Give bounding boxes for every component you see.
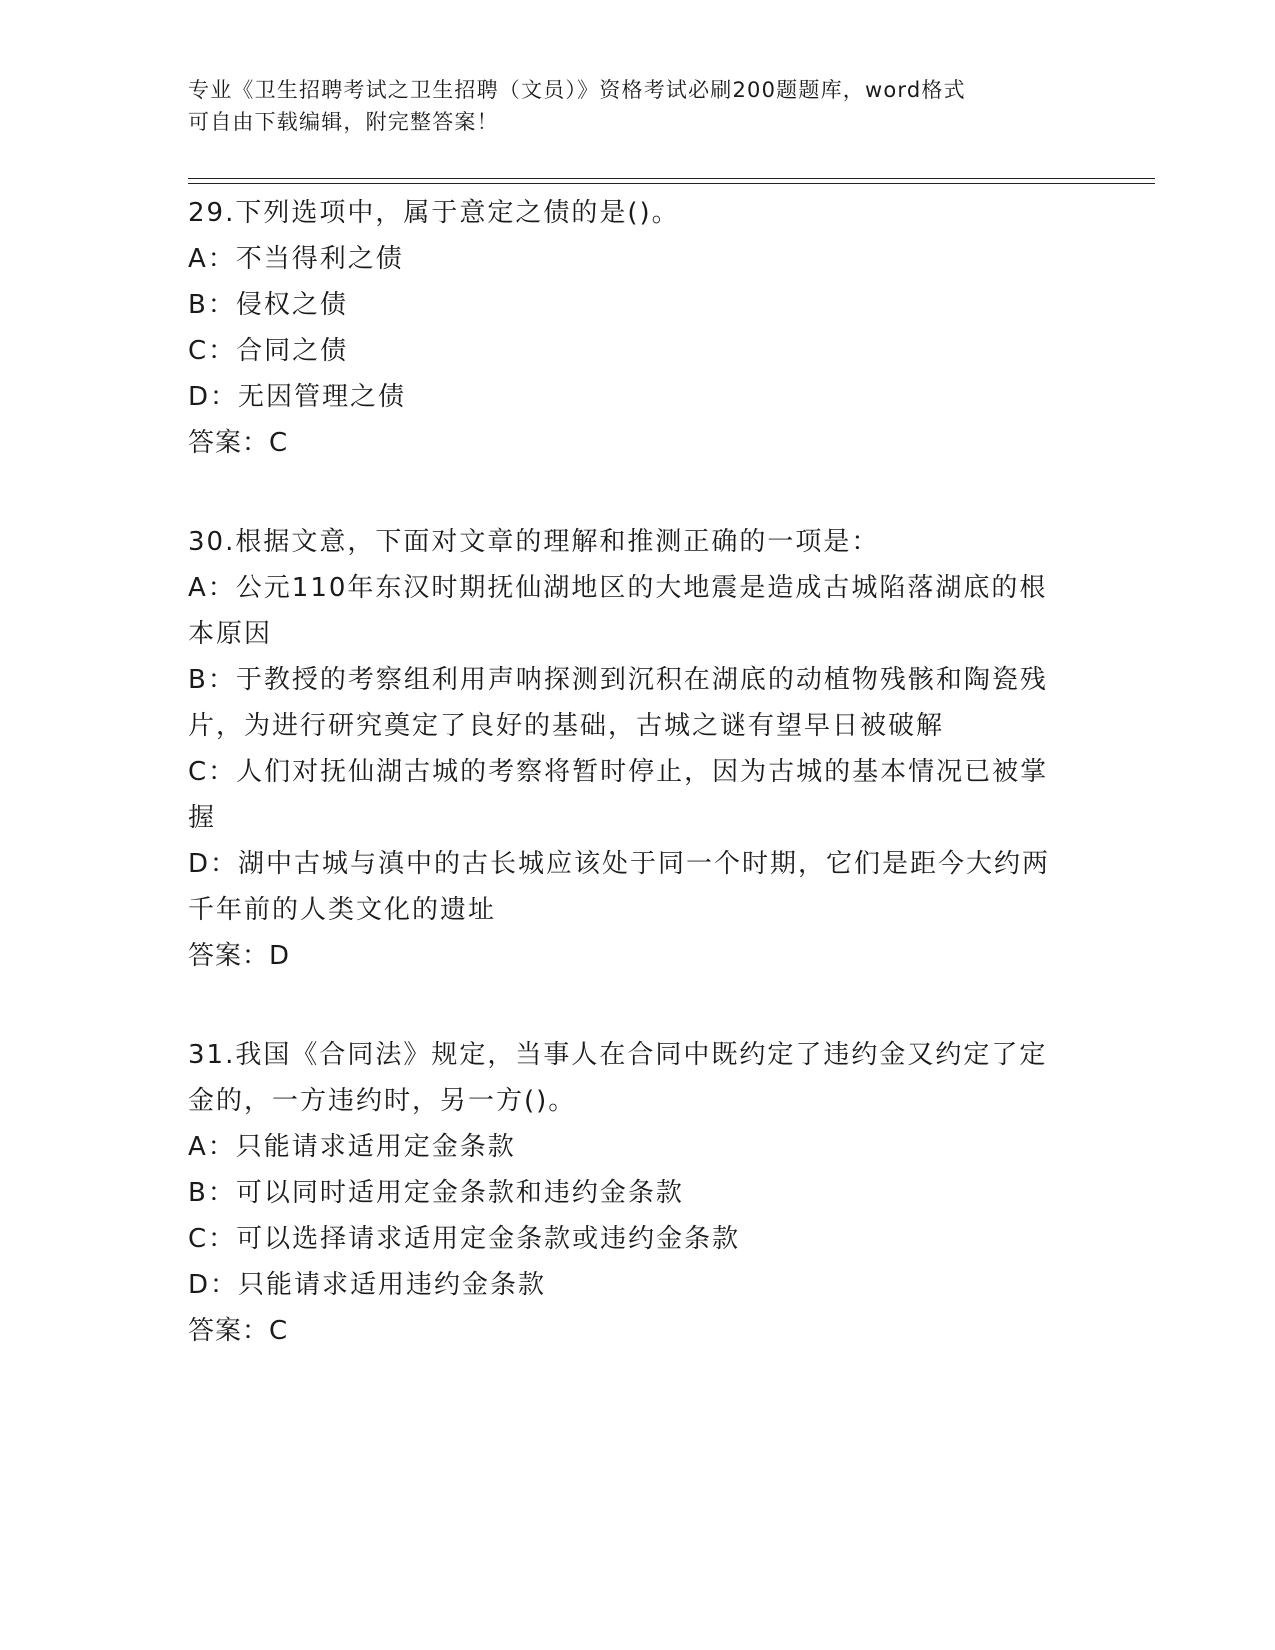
option-c-line-1: C：人们对抚仙湖古城的考察将暂时停止，因为古城的基本情况已被掌: [188, 757, 1049, 787]
option-c: [188, 749, 1078, 841]
option-b-line-1: B：于教授的考察组利用声呐探测到沉积在湖底的动植物残骸和陶瓷残: [188, 665, 1048, 695]
document-header: [188, 74, 1088, 138]
option-b: B：侵权之债: [188, 290, 348, 320]
question-stem-line-1: 31.我国《合同法》规定，当事人在合同中既约定了违约金又约定了定: [188, 1040, 1048, 1070]
header-divider-bottom: [188, 183, 1155, 184]
question-29: [188, 190, 1078, 466]
option-a-line-1: A：公元110年东汉时期抚仙湖地区的大地震是造成古城陷落湖底的根: [188, 573, 1048, 603]
option-d-line-2: 千年前的人类文化的遗址: [188, 895, 497, 925]
option-d: [188, 841, 1078, 933]
option-b-line-2: 片，为进行研究奠定了良好的基础，古城之谜有望早日被破解: [188, 711, 945, 741]
question-stem-line-2: 金的，一方违约时，另一方()。: [188, 1086, 577, 1116]
option-a-line-2: 本原因: [188, 619, 273, 649]
answer-label: 答案：D: [188, 941, 291, 971]
option-d-line-1: D：湖中古城与滇中的古长城应该处于同一个时期，它们是距今大约两: [188, 849, 1051, 879]
header-line-2: 可自由下载编辑，附完整答案！: [188, 110, 499, 134]
question-stem: [188, 1032, 1078, 1124]
option-c-line-2: 握: [188, 803, 217, 833]
question-30: [188, 519, 1078, 979]
header-line-1: 专业《卫生招聘考试之卫生招聘（文员）》资格考试必刷200题题库，word格式: [188, 78, 966, 102]
option-b: [188, 657, 1078, 749]
question-stem: 30.根据文意，下面对文章的理解和推测正确的一项是：: [188, 527, 880, 557]
question-31: [188, 1032, 1078, 1354]
answer-label: 答案：C: [188, 428, 289, 458]
option-c: C：合同之债: [188, 336, 349, 366]
option-d: D：只能请求适用违约金条款: [188, 1270, 547, 1300]
option-a: [188, 565, 1078, 657]
answer-label: 答案：C: [188, 1316, 289, 1346]
header-divider-top: [188, 178, 1155, 179]
question-stem: 29.下列选项中，属于意定之债的是()。: [188, 198, 680, 228]
option-a: A：不当得利之债: [188, 244, 404, 274]
option-c: C：可以选择请求适用定金条款或违约金条款: [188, 1224, 741, 1254]
option-a: A：只能请求适用定金条款: [188, 1132, 516, 1162]
option-b: B：可以同时适用定金条款和违约金条款: [188, 1178, 684, 1208]
option-d: D：无因管理之债: [188, 382, 407, 412]
question-list: [188, 190, 1078, 1407]
